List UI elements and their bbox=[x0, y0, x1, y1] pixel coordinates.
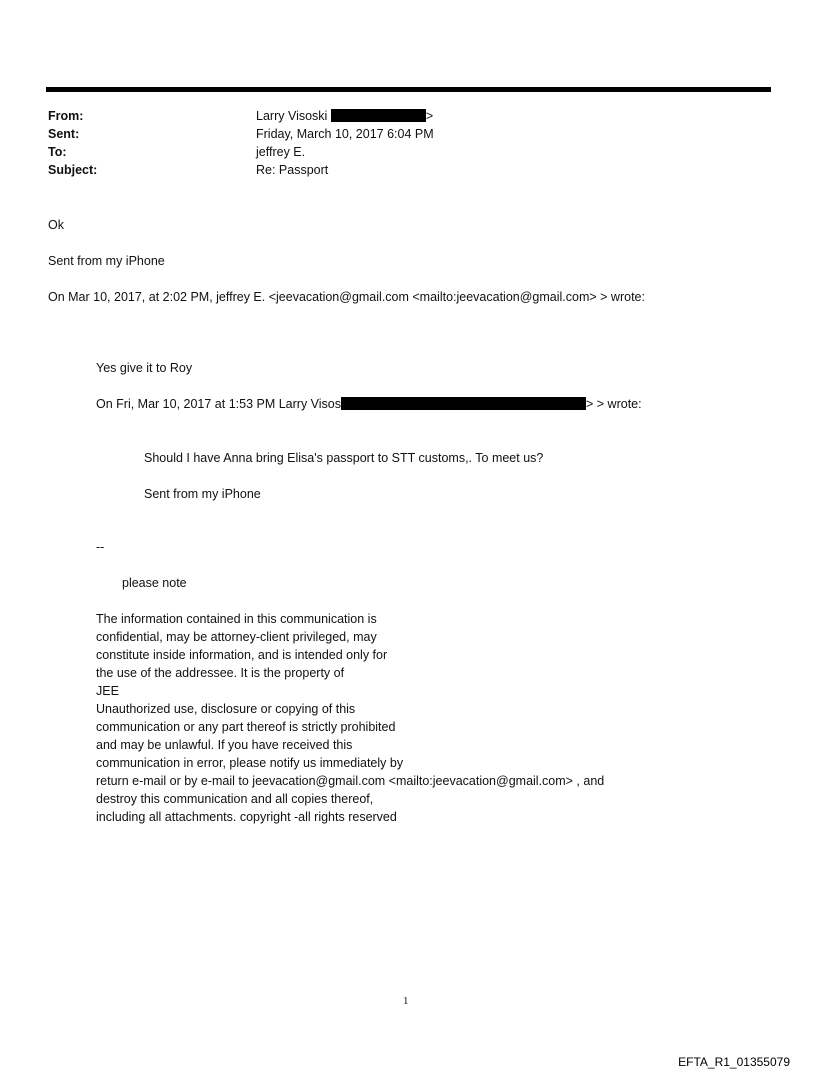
from-label: From: bbox=[48, 109, 84, 123]
disclaimer-line: destroy this communication and all copies thereof, bbox=[96, 792, 374, 806]
quote2-attribution bbox=[96, 395, 642, 413]
from-value bbox=[256, 107, 433, 125]
subject-value: Re: Passport bbox=[256, 163, 329, 177]
disclaimer-line: including all attachments. copyright -all rights reserved bbox=[96, 810, 397, 824]
quote2-signature: Sent from my iPhone bbox=[144, 487, 261, 501]
redaction-box bbox=[341, 397, 586, 410]
disclaimer-line: The information contained in this communication is bbox=[96, 612, 377, 626]
please-note: please note bbox=[122, 576, 187, 590]
disclaimer-line: the use of the addressee. It is the property of bbox=[96, 666, 345, 680]
separator: -- bbox=[96, 540, 105, 554]
from-name: Larry Visoski bbox=[256, 109, 328, 123]
reply-text: Ok bbox=[48, 218, 64, 232]
disclaimer-line: communication or any part thereof is strictly prohibited bbox=[96, 720, 396, 734]
quote2-attribution-suffix: > > wrote: bbox=[586, 397, 642, 411]
disclaimer-line: confidential, may be attorney-client privileged, may bbox=[96, 630, 377, 644]
sent-value: Friday, March 10, 2017 6:04 PM bbox=[256, 127, 434, 141]
quote1-text: Yes give it to Roy bbox=[96, 361, 193, 375]
disclaimer-line: communication in error, please notify us immediately by bbox=[96, 756, 404, 770]
header-divider bbox=[46, 87, 771, 92]
page-number: 1 bbox=[403, 995, 409, 1007]
subject-label: Subject: bbox=[48, 163, 98, 177]
quote2-attribution-prefix: On Fri, Mar 10, 2017 at 1:53 PM Larry Visos bbox=[96, 397, 342, 411]
disclaimer-line: JEE bbox=[96, 684, 119, 698]
from-suffix: > bbox=[425, 109, 434, 123]
disclaimer bbox=[96, 610, 604, 826]
to-value: jeffrey E. bbox=[256, 145, 306, 159]
document-id: EFTA_R1_01355079 bbox=[678, 1055, 790, 1069]
disclaimer-line: Unauthorized use, disclosure or copying of this bbox=[96, 702, 356, 716]
quote2-text: Should I have Anna bring Elisa's passport to STT customs,. To meet us? bbox=[144, 451, 544, 465]
redaction-box bbox=[331, 109, 426, 122]
quote1-attribution: On Mar 10, 2017, at 2:02 PM, jeffrey E. <jeevacation@gmail.com <mailto:jeevacation@gmail.com> > wrote: bbox=[48, 290, 645, 304]
signature: Sent from my iPhone bbox=[48, 254, 165, 268]
to-label: To: bbox=[48, 145, 67, 159]
disclaimer-line: return e-mail or by e-mail to jeevacation@gmail.com <mailto:jeevacation@gmail.com> , and bbox=[96, 774, 605, 788]
sent-label: Sent: bbox=[48, 127, 80, 141]
disclaimer-line: and may be unlawful. If you have received this bbox=[96, 738, 353, 752]
disclaimer-line: constitute inside information, and is intended only for bbox=[96, 648, 388, 662]
